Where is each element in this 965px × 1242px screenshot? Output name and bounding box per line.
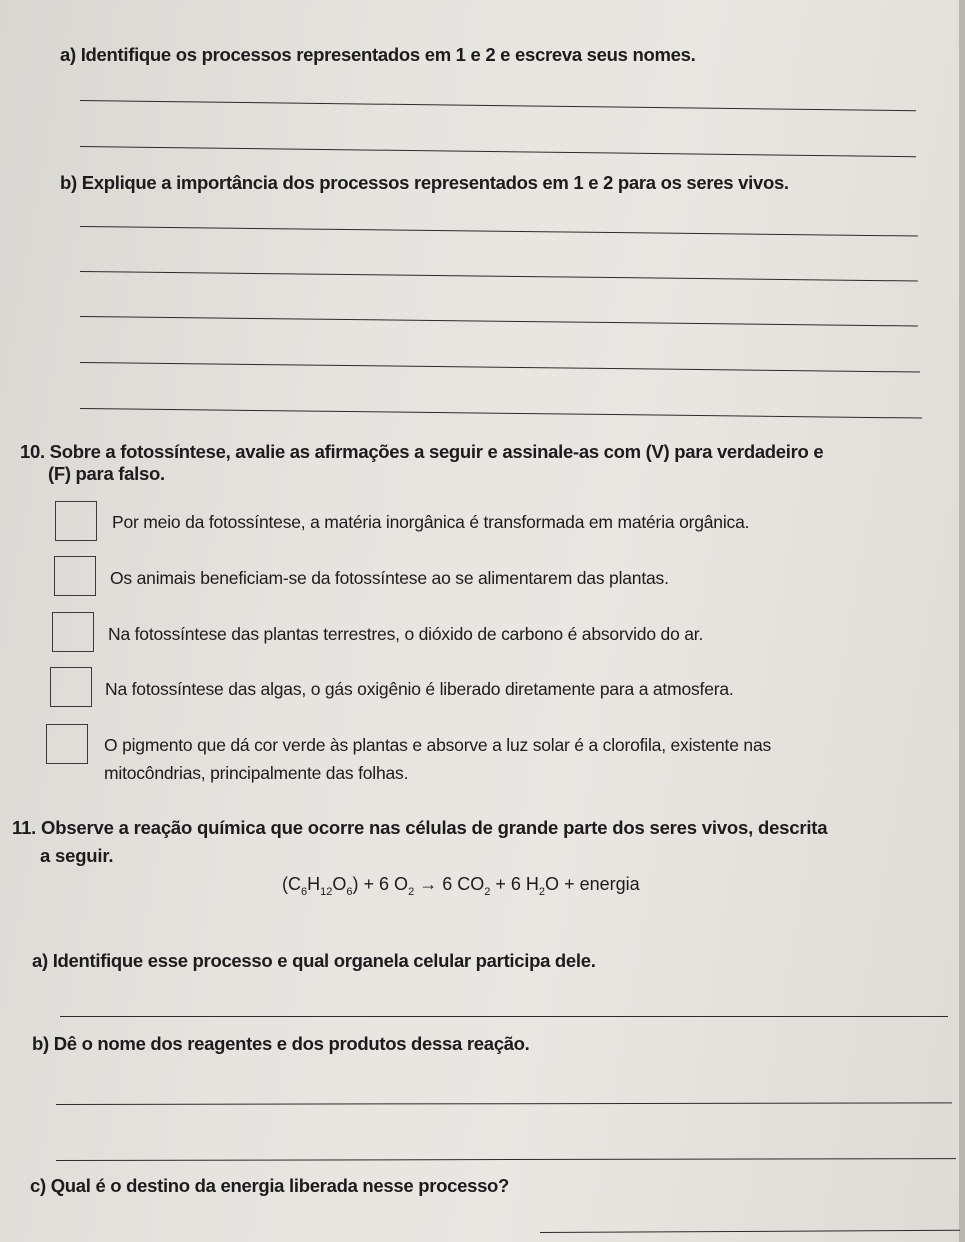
q11-title: 11. Observe a reação química que ocorre nas células de grande parte dos seres vivos, descrita (12, 817, 828, 838)
q9-a-answer-line-2[interactable] (80, 146, 916, 158)
q10-checkbox-3[interactable] (52, 612, 94, 652)
q9-b-answer-line-4[interactable] (80, 362, 920, 373)
chemical-equation: $(C_6H_{12}O_6) + 6$ $O_2 \to 6$ $CO_2 + 6$ $H_2O$ + energia (282, 874, 640, 898)
q10-statement-2: Os animais beneficiam-se da fotossíntese ao se alimentarem das plantas. (110, 568, 669, 588)
q10-checkbox-1[interactable] (55, 501, 97, 541)
q10-title: 10. Sobre a fotossíntese, avalie as afirmações a seguir e assinale-as com (V) para verdadeiro e (20, 441, 824, 462)
q11-b-answer-line-2[interactable] (56, 1158, 956, 1161)
q9-a-answer-line-1[interactable] (80, 100, 916, 112)
q11-b-answer-line-1[interactable] (56, 1102, 952, 1105)
q9-b-answer-line-5[interactable] (80, 408, 922, 419)
q10-statement-5-cont: mitocôndrias, principalmente das folhas. (104, 763, 409, 783)
q9-a-prompt: a) Identifique os processos representados em 1 e 2 e escreva seus nomes. (60, 44, 696, 65)
q10-statement-1: Por meio da fotossíntese, a matéria inorgânica é transformada em matéria orgânica. (112, 512, 750, 532)
q11-title-cont: a seguir. (40, 845, 114, 866)
q10-checkbox-2[interactable] (54, 556, 96, 596)
q10-statement-5: O pigmento que dá cor verde às plantas e absorve a luz solar é a clorofila, existente nas (104, 735, 772, 755)
q9-b-answer-line-3[interactable] (80, 316, 918, 327)
q11-c-prompt: c) Qual é o destino da energia liberada nesse processo? (30, 1175, 510, 1196)
q11-b-prompt: b) Dê o nome dos reagentes e dos produtos dessa reação. (32, 1033, 530, 1054)
q11-c-answer-line[interactable] (540, 1230, 960, 1233)
q9-b-answer-line-1[interactable] (80, 226, 918, 237)
q9-b-prompt: b) Explique a importância dos processos representados em 1 e 2 para os seres vivos. (60, 172, 789, 193)
q10-checkbox-5[interactable] (46, 724, 88, 764)
q10-statement-4: Na fotossíntese das algas, o gás oxigênio é liberado diretamente para a atmosfera. (105, 679, 734, 699)
q10-statement-3: Na fotossíntese das plantas terrestres, o dióxido de carbono é absorvido do ar. (108, 624, 704, 644)
q11-a-answer-line[interactable] (60, 1016, 948, 1017)
q10-title-cont: (F) para falso. (48, 463, 165, 484)
page-edge-shadow (959, 0, 965, 1242)
q11-a-prompt: a) Identifique esse processo e qual organela celular participa dele. (32, 950, 596, 971)
q9-b-answer-line-2[interactable] (80, 271, 918, 282)
q10-checkbox-4[interactable] (50, 667, 92, 707)
